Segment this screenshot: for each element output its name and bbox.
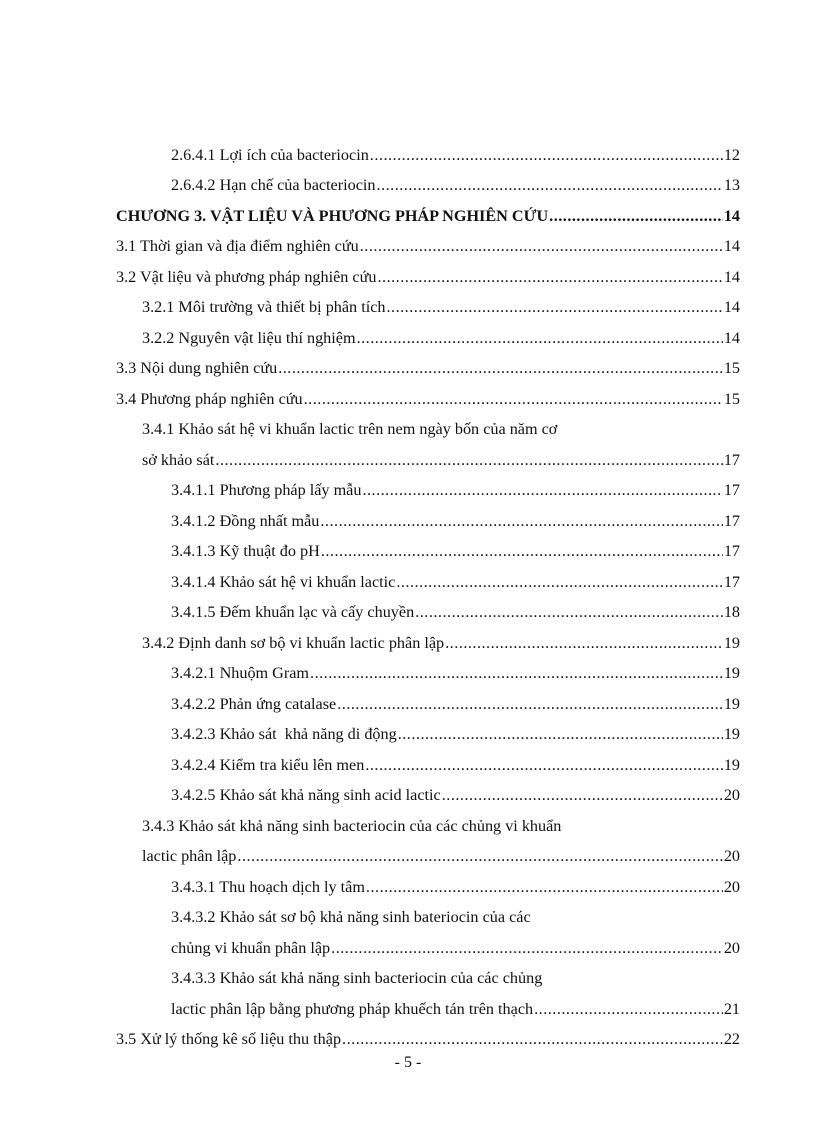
toc-leader: [360, 233, 723, 259]
toc-page: 22: [723, 1030, 740, 1048]
toc-label: 3.4.3.2 Khảo sát sơ bộ khả năng sinh bateriocin của các: [171, 908, 531, 926]
toc-chapter-entry: [116, 202, 740, 233]
toc-entry: [116, 660, 740, 691]
toc-entry-line2: [116, 843, 740, 874]
toc-page: 14: [723, 267, 740, 286]
toc-leader: [357, 325, 723, 351]
toc-leader: [445, 630, 723, 656]
toc-label: 3.3 Nội dung nghiên cứu: [116, 359, 278, 377]
page-number: - 5 -: [394, 1054, 422, 1071]
toc-leader: [237, 843, 722, 869]
toc-entry: [116, 507, 740, 538]
toc-entry: [116, 873, 740, 904]
toc-entry: [116, 294, 740, 325]
toc-page: 14: [723, 298, 740, 316]
toc-label: 3.4.3.1 Thu hoạch dịch ly tâm: [171, 877, 365, 896]
toc-leader: [365, 752, 723, 778]
toc-page: 19: [723, 725, 740, 743]
toc-leader: [415, 599, 723, 625]
toc-page: 13: [723, 176, 740, 194]
toc-label: 3.2 Vật liệu và phương pháp nghiên cứu: [116, 267, 377, 286]
toc-entry: [116, 324, 740, 355]
toc-label: 3.4.2.3 Khảo sát khả năng di động: [171, 725, 397, 743]
toc-label: 3.4.3.3 Khảo sát khả năng sinh bacteriocin của các chủng: [171, 969, 543, 987]
toc-page: 12: [723, 145, 740, 164]
toc-entry: [116, 355, 740, 386]
toc-leader: [304, 386, 723, 412]
toc-page: 17: [723, 542, 740, 560]
toc-label: 3.1 Thời gian và địa điểm nghiên cứu: [116, 237, 359, 255]
toc-label: 3.4.2.1 Nhuộm Gram: [171, 664, 310, 682]
toc-page: 17: [723, 511, 740, 530]
toc-entry-line2: [116, 995, 740, 1026]
toc-entry: [116, 568, 740, 599]
toc-leader: [377, 172, 723, 198]
toc-leader: [398, 721, 723, 747]
toc-page: 14: [723, 328, 740, 347]
toc-leader: [342, 1026, 723, 1052]
toc-entry: [116, 690, 740, 721]
toc-leader: [549, 203, 723, 229]
toc-leader: [386, 294, 722, 320]
toc-page: 20: [723, 877, 740, 896]
toc-label: 3.5 Xử lý thống kê số liệu thu thập: [116, 1030, 342, 1048]
toc-page: 19: [723, 633, 740, 652]
toc-label: CHƯƠNG 3. VẬT LIỆU VÀ PHƯƠNG PHÁP NGHIÊN CỨU: [116, 206, 549, 225]
toc-label: 3.4.1.2 Đồng nhất mẫu: [171, 511, 320, 530]
toc-entry-line1: [116, 904, 740, 935]
toc-leader: [321, 538, 723, 564]
toc-page: 20: [723, 847, 740, 865]
toc-label: 3.4.1 Khảo sát hệ vi khuẩn lactic trên nem ngày bốn của năm cơ: [142, 420, 558, 438]
toc-entry: [116, 385, 740, 416]
toc-label: 3.4.1.5 Đếm khuẩn lạc và cấy chuyền: [171, 603, 415, 621]
toc-leader: [320, 508, 722, 534]
toc-entry: [116, 263, 740, 294]
toc-label: lactic phân lập bằng phương pháp khuếch tán trên thạch: [171, 999, 534, 1018]
toc-entry: [116, 721, 740, 752]
toc-page: 19: [723, 755, 740, 774]
toc-page: 20: [723, 938, 740, 957]
toc-leader: [337, 691, 723, 717]
toc-entry: [116, 1026, 740, 1057]
toc-page: 15: [723, 389, 740, 408]
toc-leader: [310, 660, 723, 686]
toc-leader: [215, 447, 722, 473]
toc-entry-line1: [116, 812, 740, 843]
toc-label: 3.4 Phương pháp nghiên cứu: [116, 389, 303, 408]
toc-entry-line1: [116, 416, 740, 447]
toc-leader: [377, 264, 722, 290]
toc-page: 14: [723, 206, 740, 225]
toc-entry: [116, 629, 740, 660]
toc-page: 17: [723, 481, 740, 499]
toc-label: sở khảo sát: [142, 450, 215, 469]
toc-entry: [116, 782, 740, 813]
toc-page: 19: [723, 694, 740, 713]
toc-leader: [362, 477, 722, 503]
toc-page: 17: [723, 572, 740, 591]
toc-label: 3.2.1 Môi trường và thiết bị phân tích: [142, 298, 386, 316]
toc-page: 17: [723, 450, 740, 469]
toc-label: 3.4.2 Định danh sơ bộ vi khuẩn lactic phân lập: [142, 633, 445, 652]
toc-entry-line2: [116, 446, 740, 477]
toc-label: 3.4.2.5 Khảo sát khả năng sinh acid lactic: [171, 786, 441, 804]
toc-leader: [278, 355, 723, 381]
toc-page: 18: [723, 603, 740, 621]
toc-label: 3.4.2.2 Phản ứng catalase: [171, 694, 337, 713]
toc-label: chủng vi khuẩn phân lập: [171, 938, 331, 957]
toc-leader: [331, 935, 723, 961]
toc-entry: [116, 172, 740, 203]
table-of-contents: [116, 141, 740, 1056]
toc-label: 3.4.1.1 Phương pháp lấy mẫu: [171, 481, 362, 499]
toc-label: 2.6.4.1 Lợi ích của bacteriocin: [171, 145, 369, 164]
toc-entry: [116, 599, 740, 630]
toc-entry-line2: [116, 934, 740, 965]
toc-label: 2.6.4.2 Hạn chế của bacteriocin: [171, 176, 376, 194]
toc-page: 20: [723, 786, 740, 804]
toc-label: 3.4.1.4 Khảo sát hệ vi khuẩn lactic: [171, 572, 396, 591]
toc-leader: [534, 996, 723, 1022]
toc-page: 14: [723, 237, 740, 255]
toc-entry: [116, 477, 740, 508]
toc-label: 3.4.2.4 Kiểm tra kiểu lên men: [171, 755, 365, 774]
toc-entry-line1: [116, 965, 740, 996]
toc-leader: [396, 569, 722, 595]
toc-page: 15: [723, 359, 740, 377]
toc-entry: [116, 751, 740, 782]
toc-leader: [366, 874, 723, 900]
toc-leader: [442, 782, 723, 808]
toc-leader: [370, 142, 723, 168]
toc-entry: [116, 538, 740, 569]
toc-label: 3.4.3 Khảo sát khả năng sinh bacteriocin của các chủng vi khuẩn: [142, 816, 562, 835]
toc-entry: [116, 233, 740, 264]
toc-label: 3.2.2 Nguyên vật liệu thí nghiệm: [142, 328, 356, 347]
toc-label: 3.4.1.3 Kỹ thuật đo pH: [171, 542, 320, 560]
toc-label: lactic phân lập: [142, 847, 237, 865]
toc-page: 21: [723, 999, 740, 1018]
toc-page: 19: [723, 664, 740, 682]
toc-entry: [116, 141, 740, 172]
